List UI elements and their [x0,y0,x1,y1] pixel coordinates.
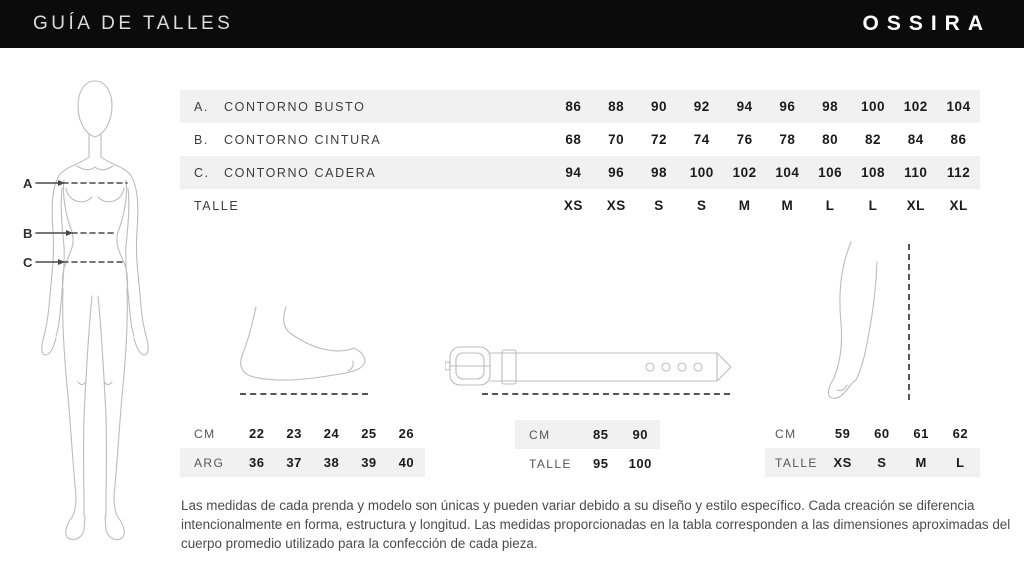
size-value: XS [563,198,583,213]
size-value: 72 [650,132,667,147]
table-row-cintura [180,123,980,156]
size-value: S [877,455,887,470]
sleeve-measure-dash [908,244,910,400]
table-row-arg [180,448,425,477]
size-value: 24 [323,426,340,441]
size-value: M [738,198,751,213]
size-value: 90 [650,99,667,114]
size-value: XS [606,198,626,213]
female-figure-illustration [18,56,183,556]
belt-illustration [445,340,740,405]
row-label: CONTORNO CADERA [224,165,377,180]
size-value: 94 [565,165,582,180]
disclaimer-text: Las medidas de cada prenda y modelo son únicas y pueden variar debido a su diseño y estilo específico. Cada creación se diferencia intencionalmente en forma, estructura y longitud. Las medidas proporcionadas en la tabla corresponden a las dimensiones aproximadas del cuerpo promedio utilizado para la confección de cada pieza. [181,498,1011,552]
belt-measure-dash [482,393,730,395]
size-value: 60 [874,426,890,441]
table-row-cm [515,420,660,449]
size-value: 92 [693,99,710,114]
row-label: TALLE [775,455,818,470]
size-value: 100 [689,165,714,180]
size-value: 61 [913,426,929,441]
figure-label-a: A [23,176,33,191]
table-row-busto [180,90,980,123]
size-value: 74 [693,132,710,147]
size-value: 86 [950,132,967,147]
belt-size-table [515,420,660,478]
figure-label-c: C [23,255,33,270]
size-value: L [825,198,835,213]
foot-measure-dash [240,393,368,395]
size-value: XL [906,198,925,213]
size-value: 98 [650,165,667,180]
brand-logo: OSSIRA [862,12,991,35]
row-letter: C. [194,165,210,180]
size-table [180,90,980,222]
row-letter: B. [194,132,210,147]
row-label: CM [194,426,216,441]
header-bar [0,0,1024,48]
size-value: XS [833,455,852,470]
size-value: 104 [946,99,971,114]
size-value: 112 [946,165,971,180]
size-value: 104 [775,165,800,180]
size-value: 76 [736,132,753,147]
size-value: 26 [398,426,415,441]
size-value: 102 [732,165,757,180]
size-value: 96 [779,99,796,114]
row-label: ARG [194,455,225,470]
size-value: 84 [907,132,924,147]
size-value: 82 [864,132,881,147]
size-value: 90 [632,427,648,442]
size-value: 38 [323,455,340,470]
size-value: 62 [952,426,969,441]
foot-illustration [228,303,378,398]
size-value: 80 [822,132,839,147]
row-label: TALLE [529,456,572,471]
size-value: 102 [903,99,928,114]
size-value: 68 [565,132,582,147]
size-value: 78 [779,132,796,147]
size-value: 25 [361,426,377,441]
row-label: CONTORNO BUSTO [224,99,366,114]
shoes-size-table [180,419,425,477]
row-label: TALLE [194,198,240,213]
size-value: 95 [593,456,609,471]
size-value: L [956,455,965,470]
arm-illustration [825,238,905,403]
row-letter: A. [194,99,210,114]
size-value: 98 [822,99,839,114]
row-label: CM [775,426,797,441]
size-value: 100 [860,99,885,114]
sleeve-size-table [765,419,980,477]
size-value: 70 [608,132,625,147]
size-value: S [654,198,664,213]
size-value: M [915,455,927,470]
size-value: 36 [248,455,265,470]
table-row-cm [765,419,980,448]
size-value: 23 [286,426,302,441]
row-label: CONTORNO CINTURA [224,132,382,147]
table-row-talle [765,448,980,477]
figure-label-b: B [23,226,33,241]
table-row-talle [515,449,660,478]
size-value: 85 [593,427,609,442]
size-value: 86 [565,99,582,114]
size-value: 37 [286,455,302,470]
size-value: 59 [834,426,851,441]
size-value: 106 [818,165,843,180]
size-value: 100 [628,456,652,471]
size-value: 94 [736,99,753,114]
size-value: L [868,198,878,213]
size-value: S [697,198,707,213]
table-row-cm [180,419,425,448]
size-value: 40 [398,455,415,470]
page-title: GUÍA DE TALLES [33,13,234,34]
size-value: XL [949,198,968,213]
table-row-talle [180,189,980,222]
size-value: 88 [608,99,625,114]
table-row-cadera [180,156,980,189]
size-value: M [781,198,794,213]
size-value: 22 [248,426,265,441]
size-value: 39 [361,455,377,470]
size-value: 110 [904,165,928,180]
size-value: 96 [608,165,625,180]
row-label: CM [529,427,551,442]
size-value: 108 [860,165,885,180]
